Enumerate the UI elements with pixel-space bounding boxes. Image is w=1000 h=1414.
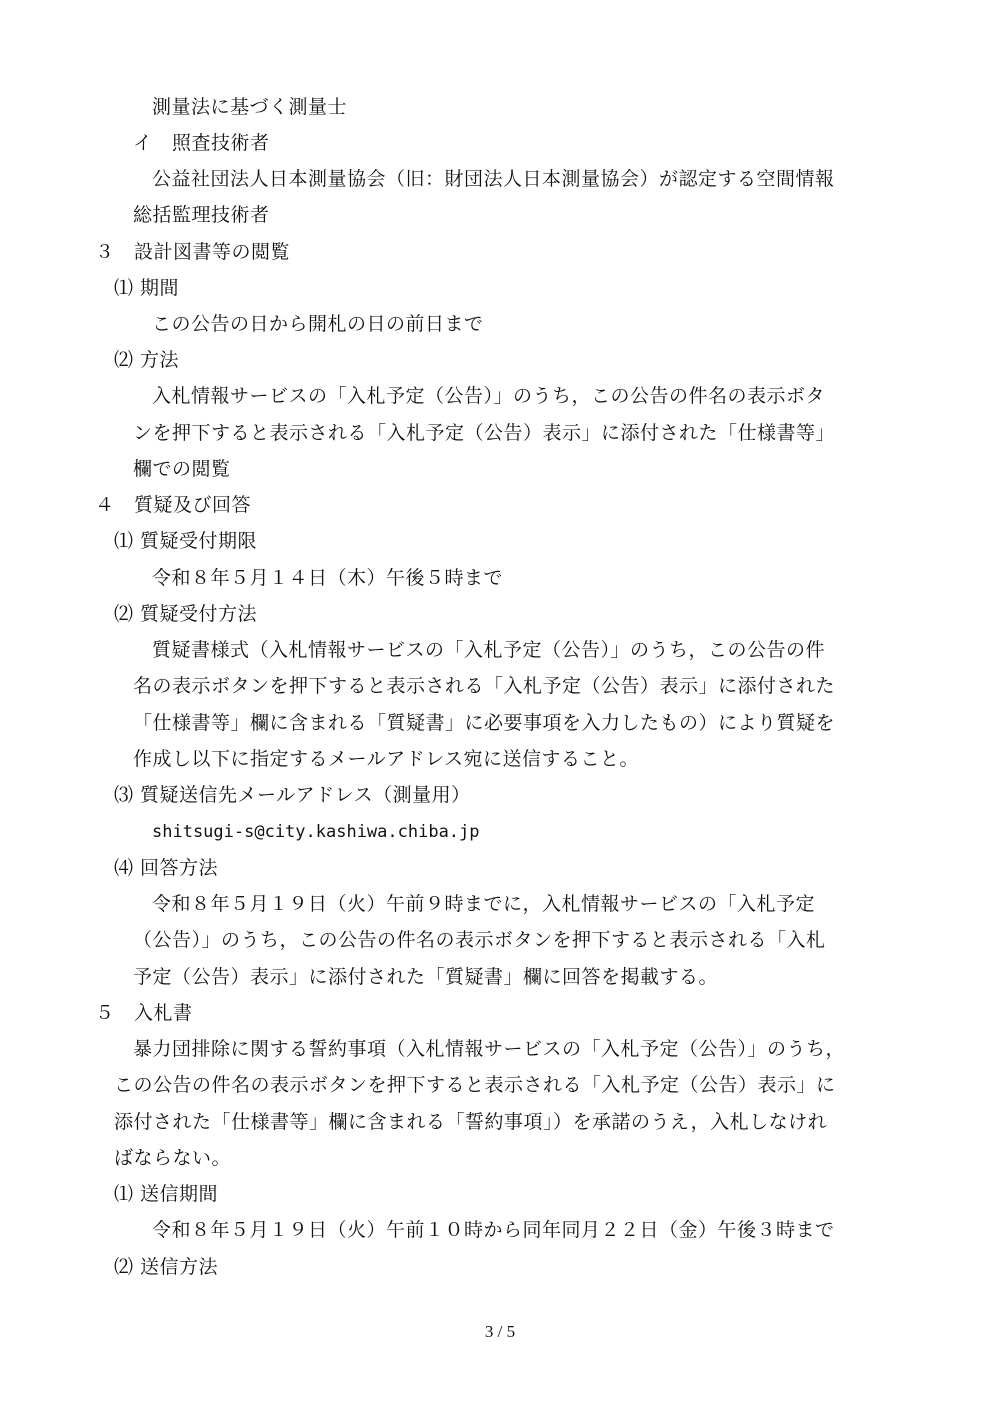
- section-heading: ３ 設計図書等の閲覧: [95, 241, 291, 263]
- text-line: 測量法に基づく測量士: [152, 96, 348, 118]
- text-line: 欄での閲覧: [133, 458, 231, 480]
- section-heading: ４ 質疑及び回答: [95, 494, 252, 516]
- subsection-heading: ⑵ 質疑受付方法: [114, 603, 258, 625]
- text-line: 名の表示ボタンを押下すると表示される「入札予定（公告）表示」に添付された: [133, 675, 836, 697]
- text-line: この公告の件名の表示ボタンを押下すると表示される「入札予定（公告）表示」に: [114, 1074, 836, 1096]
- subsection-heading: ⑷ 回答方法: [114, 857, 219, 879]
- section-heading: ５ 入札書: [95, 1002, 193, 1024]
- text-line: ンを押下すると表示される「入札予定（公告）表示」に添付された「仕様書等」: [133, 422, 836, 444]
- text-line: 令和８年５月１４日（木）午後５時まで: [152, 567, 504, 589]
- text-line: 暴力団排除に関する誓約事項（入札情報サービスの「入札予定（公告）」のうち，: [133, 1038, 846, 1060]
- subsection-heading: ⑶ 質疑送信先メールアドレス（測量用）: [114, 784, 471, 806]
- text-line: 予定（公告）表示」に添付された「質疑書」欄に回答を掲載する。: [133, 966, 719, 988]
- text-line: ばならない。: [114, 1147, 232, 1169]
- text-line: 質疑書様式（入札情報サービスの「入札予定（公告）」のうち，この公告の件: [152, 639, 826, 661]
- text-line: 令和８年５月１９日（火）午前１０時から同年同月２２日（金）午後３時まで: [152, 1219, 835, 1241]
- text-line: 作成し以下に指定するメールアドレス宛に送信すること。: [133, 748, 640, 770]
- subsection-heading: ⑴ 期間: [114, 277, 180, 299]
- text-line: 添付された「仕様書等」欄に含まれる「誓約事項」）を承諾のうえ，入札しなけれ: [114, 1111, 828, 1133]
- text-line: 総括監理技術者: [133, 204, 270, 226]
- text-line: 入札情報サービスの「入札予定（公告）」のうち，この公告の件名の表示ボタ: [152, 385, 826, 407]
- subsection-heading: ⑵ 方法: [114, 349, 180, 371]
- subsection-heading: ⑴ 送信期間: [114, 1183, 219, 1205]
- text-line: 「仕様書等」欄に含まれる「質疑書」に必要事項を入力したもの）により質疑を: [133, 712, 836, 734]
- subsection-heading: イ 照査技術者: [133, 132, 270, 154]
- text-line: 令和８年５月１９日（火）午前９時までに，入札情報サービスの「入札予定: [152, 893, 816, 915]
- page-number: 3 / 5: [484, 1322, 516, 1341]
- text-line: この公告の日から開札の日の前日まで: [152, 313, 484, 335]
- text-line: （公告）」のうち，この公告の件名の表示ボタンを押下すると表示される「入札: [133, 929, 826, 951]
- email-address: shitsugi-s@city.kashiwa.chiba.jp: [152, 822, 480, 842]
- text-line: 公益社団法人日本測量協会（旧：財団法人日本測量協会）が認定する空間情報: [152, 168, 835, 190]
- subsection-heading: ⑴ 質疑受付期限: [114, 530, 258, 552]
- subsection-heading: ⑵ 送信方法: [114, 1256, 219, 1278]
